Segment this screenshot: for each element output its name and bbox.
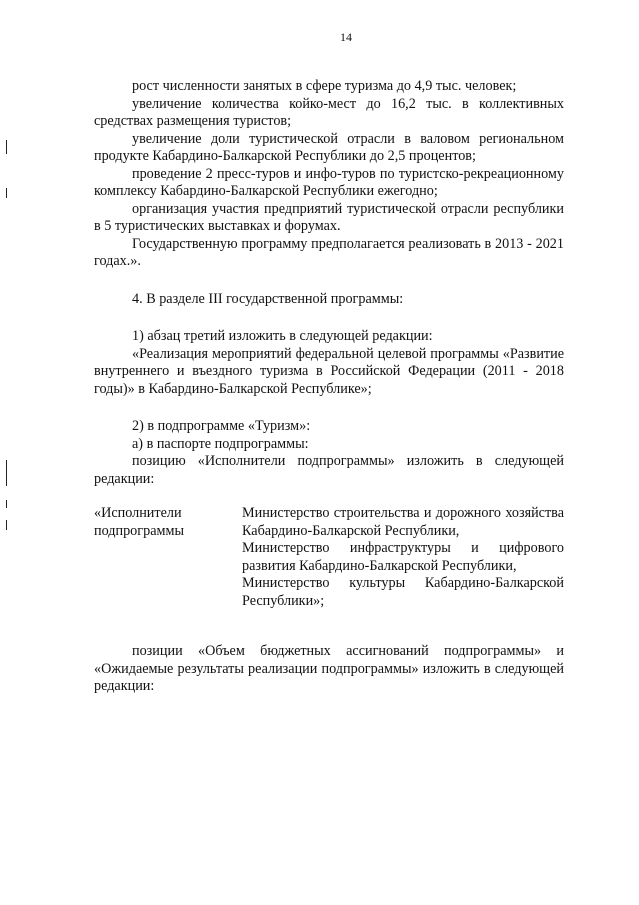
- paragraph: рост численности занятых в сфере туризма до 4,9 тыс. человек;: [132, 78, 517, 94]
- scan-mark: [6, 520, 7, 530]
- paragraph: увеличение количества койко-мест до 16,2 тыс. в коллективных средствах размещения туристов;: [94, 95, 564, 129]
- paragraph: а) в паспорте подпрограммы:: [132, 435, 309, 452]
- table-value: Министерство инфраструктуры и цифрового развития Кабардино-Балкарской Республики,: [242, 540, 564, 574]
- paragraph: позицию «Исполнители подпрограммы» изложить в следующей редакции:: [94, 453, 564, 487]
- document-body: [94, 78, 564, 696]
- paragraph: увеличение доли туристической отрасли в валовом региональном продукте Кабардино-Балкарской Республики до 2,5 процентов;: [94, 130, 564, 164]
- section-heading: 4. В разделе III государственной программы:: [132, 290, 404, 307]
- table-values: [242, 505, 564, 610]
- paragraph: проведение 2 пресс-туров и инфо-туров по туристско-рекреационному комплексу Кабардино-Балкарской Республики ежегодно;: [94, 165, 564, 199]
- table-value: Министерство строительства и дорожного хозяйства Кабардино-Балкарской Республики,: [242, 505, 564, 539]
- scan-mark: [6, 460, 7, 486]
- paragraph: 2) в подпрограмме «Туризм»:: [132, 418, 311, 434]
- table-value: Министерство культуры Кабардино-Балкарской Республики»;: [242, 575, 564, 609]
- page-number: 14: [340, 30, 352, 44]
- scan-mark: [6, 500, 7, 508]
- executors-table: [94, 505, 564, 610]
- paragraph: Государственную программу предполагается реализовать в 2013 - 2021 годах.».: [94, 235, 564, 269]
- paragraph: 1) абзац третий изложить в следующей редакции:: [132, 328, 433, 344]
- paragraph: «Реализация мероприятий федеральной целевой программы «Развитие внутреннего и въездного туризма в Российской Федерации (2011 - 2018 годы)» в Кабардино-Балкарской Республике»;: [94, 345, 564, 397]
- paragraph: позиции «Объем бюджетных ассигнований подпрограммы» и «Ожидаемые результаты реализации подпрограммы» изложить в следующей редакции:: [94, 643, 564, 694]
- paragraph: организация участия предприятий туристической отрасли республики в 5 туристических выставках и форумах.: [94, 200, 564, 234]
- scan-mark: [6, 188, 7, 198]
- scan-mark: [6, 140, 7, 154]
- table-label: «Исполнители подпрограммы: [94, 505, 184, 539]
